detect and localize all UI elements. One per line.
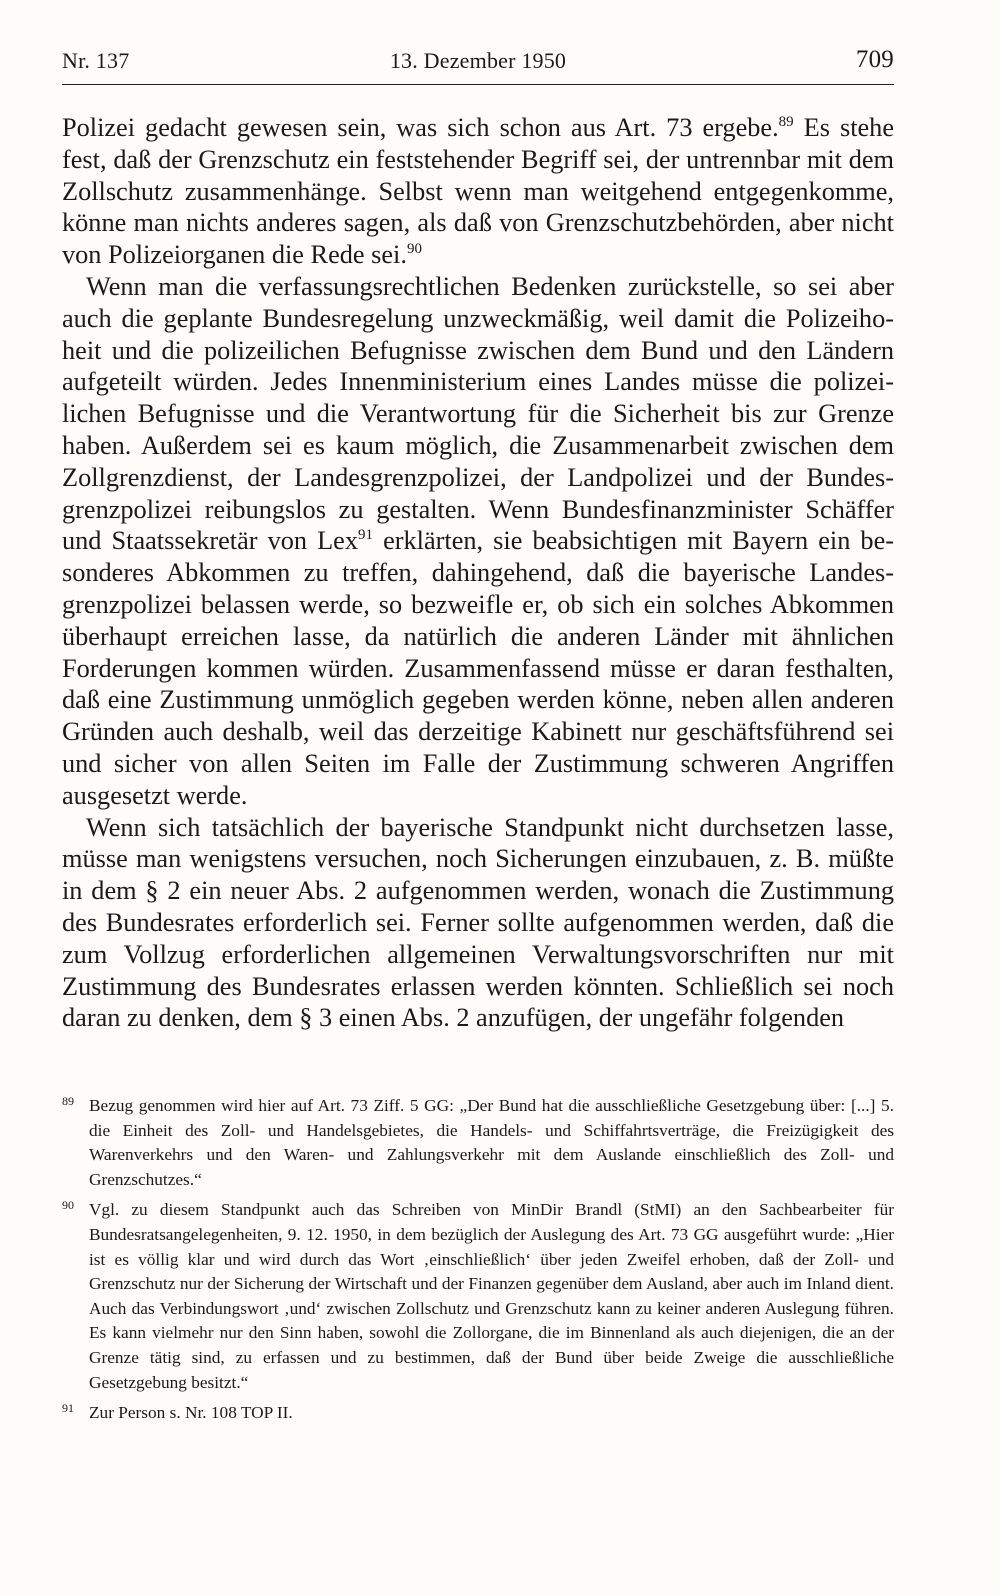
footnote <box>62 1094 894 1192</box>
footnote-number: 91 <box>62 1401 74 1416</box>
header-rule <box>62 84 894 85</box>
footnote-number: 90 <box>62 1198 74 1213</box>
running-header <box>62 40 894 80</box>
footnote-reference: 89 <box>778 114 794 131</box>
header-date: 13. Dezember 1950 <box>389 48 567 73</box>
paragraph <box>62 271 894 812</box>
page-number: 709 <box>855 46 894 73</box>
paragraph-text: Polizei gedacht gewesen sein, was sich schon aus Art. 73 ergebe. <box>62 113 779 142</box>
paragraph <box>62 812 894 1035</box>
paragraph-text: Wenn man die verfassungsrechtlichen Bedenken zurückstelle, so sei aber auch die geplante Bundesregelung unzweckmäßig, weil damit die Polizeihoheit und die polizeilichen Befugnisse zwischen dem Bund und den Ländern aufgeteilt würden. Jedes Innenministerium eines Landes müsse die polizeilichen Befugnisse und die Verantwortung für die Sicherheit bis zur Grenze haben. Außerdem sei es kaum möglich, die Zusammenarbeit zwischen dem Zollgrenzdienst, der Landesgrenzpolizei, der Landpolizei und der Bundesgrenzpolizei reibungslos zu gestalten. Wenn Bundesfinanzminister Schäffer und Staatssekretär von Lex <box>62 271 894 556</box>
footnote-reference: 91 <box>358 527 374 544</box>
footnote <box>62 1198 894 1395</box>
paragraph <box>62 112 894 271</box>
footnote <box>62 1401 894 1426</box>
issue-number: Nr. 137 <box>62 48 130 73</box>
paragraph-text: Wenn sich tatsächlich der bayerische Standpunkt nicht durchsetzen lasse, müsse man wenigstens versuchen, noch Sicherungen einzubauen, z. B. müßte in dem § 2 ein neuer Abs. 2 aufgenommen werden, wonach die Zustimmung des Bundesrates erforderlich sei. Ferner sollte aufgenommen werden, daß die zum Vollzug erforderlichen allgemeinen Verwaltungsvorschriften nur mit Zustimmung des Bundesrates erlassen werden könnten. Schließlich sei noch daran zu denken, dem § 3 einen Abs. 2 anzufügen, der ungefähr folgenden <box>62 812 894 1033</box>
paragraph-text: erklärten, sie beabsichtigen mit Bayern ein besonderes Abkommen zu treffen, dahingehend, daß die bayerische Landesgrenzpolizei belassen werde, so bezweifle er, ob sich ein solches Abkommen überhaupt erreichen lasse, da natürlich die anderen Länder mit ähnlichen Forderungen kommen würden. Zusammenfassend müsse er daran festhalten, daß eine Zustimmung unmöglich gegeben werden könne, neben allen anderen Gründen auch deshalb, weil das derzeitige Kabinett nur geschäftsführend sei und sicher von allen Seiten im Falle der Zustimmung schweren Angriffen ausgesetzt werde. <box>62 526 895 810</box>
footnote-text: Bezug genommen wird hier auf Art. 73 Ziff. 5 GG: „Der Bund hat die ausschließliche Gesetzgebung über: [...] 5. die Einheit des Zoll- und Handelsgebietes, die Handels- und Schiffahrtsverträge, die Freizügigkeit des Warenverkehrs und den Waren- und Zahlungsverkehr mit dem Auslande einschließlich des Zoll- und Grenzschutzes.“ <box>89 1096 894 1189</box>
footnote-text: Zur Person s. Nr. 108 TOP II. <box>89 1403 293 1423</box>
main-text <box>62 112 894 1034</box>
paragraph-text: Es stehe fest, daß der Grenzschutz ein feststehender Begriff sei, der untrennbar mit dem Zollschutz zusammenhänge. Selbst wenn man weitgehend entgegenkomme, könne man nichts anderes sagen, als daß von Grenzschutzbehörden, aber nicht von Polizeiorganen die Rede sei. <box>62 113 894 270</box>
footnote-reference: 90 <box>406 241 422 258</box>
footnotes <box>62 1094 894 1432</box>
document-page <box>62 40 895 1423</box>
footnote-text: Vgl. zu diesem Standpunkt auch das Schreiben von MinDir Brandl (StMI) an den Sachbearbeiter für Bundesratsangelegenheiten, 9. 12. 1950, in dem bezüglich der Auslegung des Art. 73 GG ausgeführt wurde: „Hier ist es völlig klar und wird durch das Wort ‚einschließlich‘ über jeden Zweifel erhoben, daß der Zoll- und Grenzschutz nur der Sicherung der Wirtschaft und der Finanzen gegenüber dem Ausland, aber auch im Inland dient. Auch das Verbindungswort ‚und‘ zwischen Zollschutz und Grenzschutz kann zu keiner anderen Auslegung führen. Es kann vielmehr nur den Sinn haben, sowohl die Zollorgane, die im Binnenland als auch diejenigen, die an der Grenze tätig sind, zu erfassen und zu bestimmen, daß der Bund über beide Zweige die ausschließliche Gesetzgebung besitzt.“ <box>89 1200 894 1392</box>
footnote-number: 89 <box>62 1094 74 1108</box>
